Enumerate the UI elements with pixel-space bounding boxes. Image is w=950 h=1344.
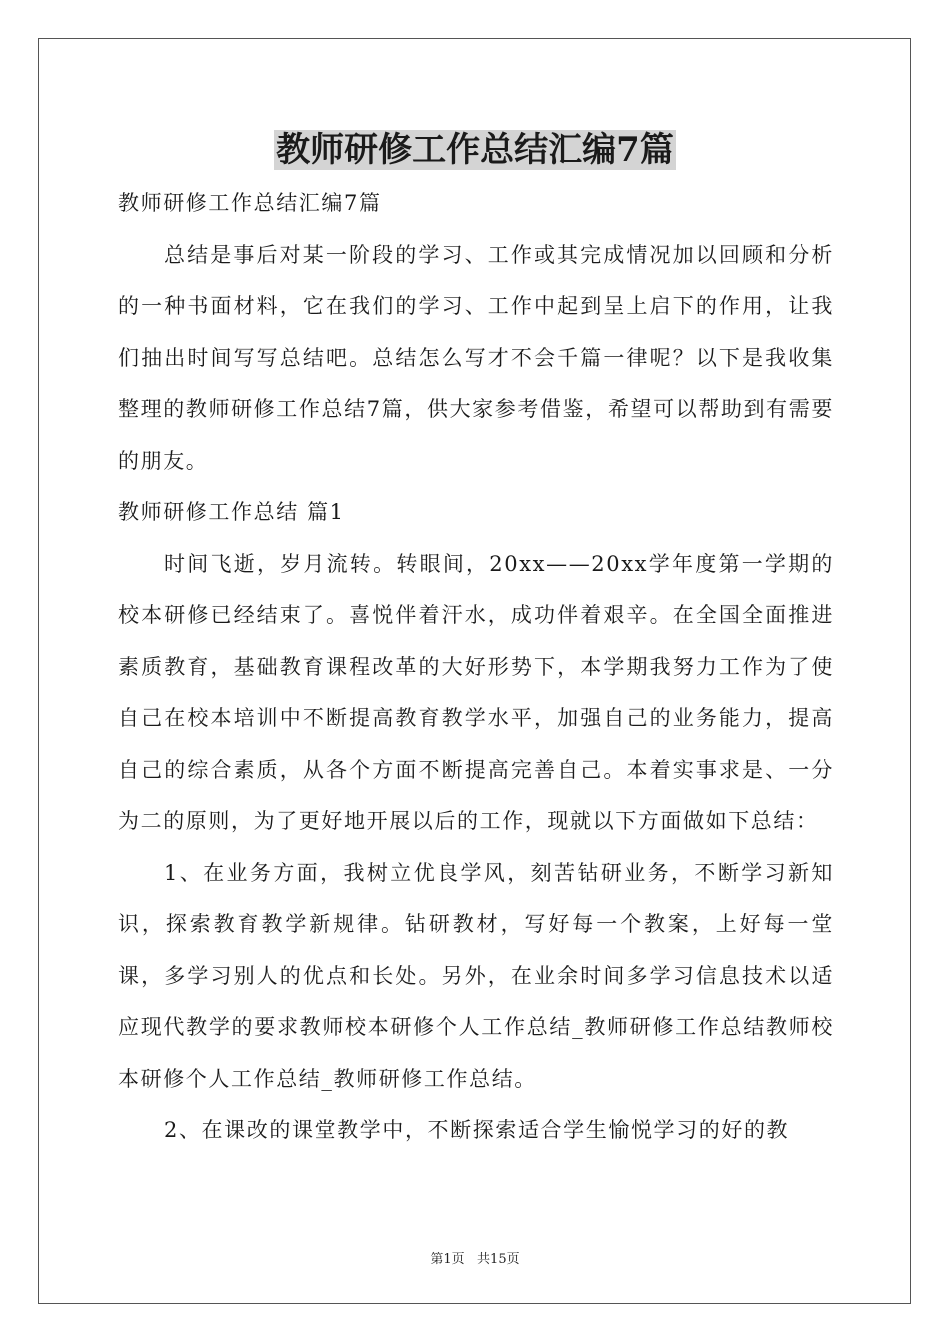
intro-paragraph: 总结是事后对某一阶段的学习、工作或其完成情况加以回顾和分析的一种书面材料，它在我们的学习、工作中起到呈上启下的作用，让我们抽出时间写写总结吧。总结怎么写才不会千篇一律呢？以下是我收集整理的教师研修工作总结7篇，供大家参考借鉴，希望可以帮助到有需要的朋友。 — [118, 242, 834, 473]
document-title — [0, 126, 950, 174]
body-paragraph: 1、在业务方面，我树立优良学风，刻苦钻研业务，不断学习新知识，探索教育教学新规律。钻研教材，写好每一个教案，上好每一堂课，多学习别人的优点和长处。另外，在业余时间多学习信息技术以适应现代教学的要求教师校本研修个人工作总结_教师研修工作总结教师校本研修个人工作总结_教师研修工作总结。 — [118, 860, 834, 1091]
document-title-text: 教师研修工作总结汇编7篇 — [276, 130, 674, 170]
body-paragraph: 时间飞逝，岁月流转。转眼间，20xx——20xx学年度第一学期的校本研修已经结束了。喜悦伴着汗水，成功伴着艰辛。在全国全面推进素质教育，基础教育课程改革的大好形势下，本学期我努力工作为了使自己在校本培训中不断提高教育教学水平，加强自己的业务能力，提高自己的综合素质，从各个方面不断提高完善自己。本着实事求是、一分为二的原则，为了更好地开展以后的工作，现就以下方面做如下总结： — [118, 551, 834, 833]
document-subtitle: 教师研修工作总结汇编7篇 — [118, 191, 382, 215]
page-number-footer: 第1页 共15页 — [430, 1252, 520, 1267]
body-paragraph: 2、在课改的课堂教学中，不断探索适合学生愉悦学习的好的教 — [164, 1118, 790, 1142]
section-heading: 教师研修工作总结 篇1 — [118, 500, 345, 524]
document-body — [118, 178, 834, 1157]
